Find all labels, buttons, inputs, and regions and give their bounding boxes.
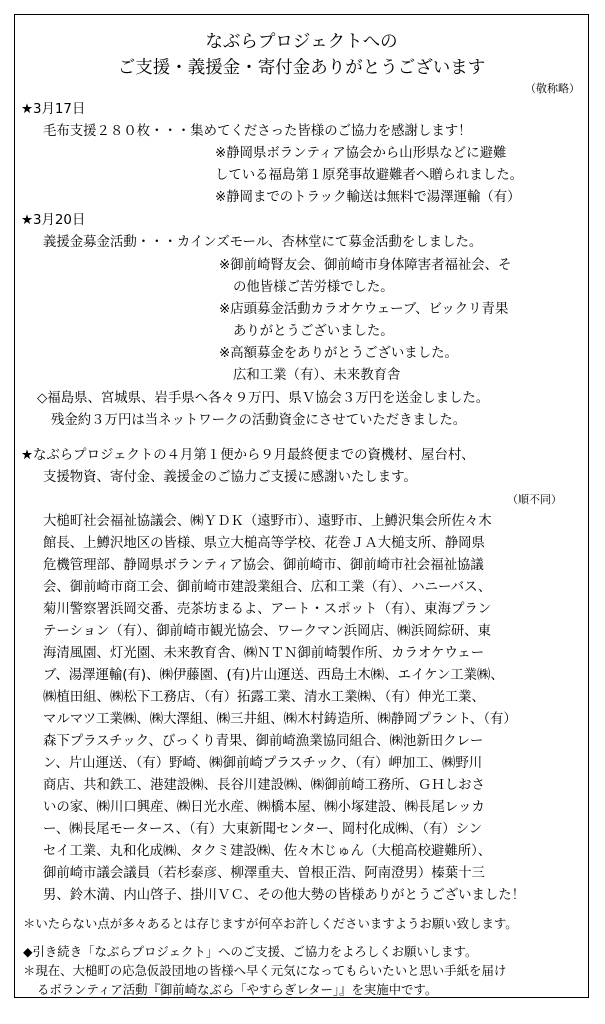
continued-support-request: ◆引き続き「なぶらプロジェクト」へのご支援、ご協力をよろしくお願いします。 [23, 944, 478, 959]
supporter-line: 森下プラスチック、びっくり青果、御前崎漁業協同組合、㈱池新田クレー [43, 734, 484, 749]
section2-date: ★3月20日 [21, 213, 86, 228]
apology-note: ＊いたらない点が多々あるとは存じますが何卒お許しくださいますようお願い致します。 [23, 916, 518, 931]
supporter-line: ブ、湯澤運輸(有)、㈱伊藤園、(有)片山運送、西島土木㈱、エイケン工業㈱、 [43, 668, 504, 683]
section2-note-1b: の他皆様ご苦労様でした。 [233, 280, 394, 295]
supporter-line: 菊川警察署浜岡交番、売茶坊まるよ、アート・スポット（有）、東海プラン [43, 602, 492, 617]
supporter-line: マルマツ工業㈱、㈱大澤組、㈱三井組、㈱木村鋳造所、㈱静岡プラント、（有） [43, 712, 517, 727]
supporter-line: ㈱植田組、㈱松下工務店、（有）拓露工業、清水工業㈱、（有）伸光工業、 [43, 690, 485, 705]
supporter-line: ー、㈱長尾モータース、（有）大東新聞センター、岡村化成㈱、（有）シン [43, 822, 483, 837]
supporter-line: いの家、㈱川口興産、㈱日光水産、㈱橋本屋、㈱小塚建設、㈱長尾レッカ [43, 800, 485, 815]
section3-heading-1: ★なぶらプロジェクトの４月第１便から９月最終便までの資機材、屋台村、 [21, 448, 475, 463]
supporter-line: 商店、共和鉄工、港建設㈱、長谷川建設㈱、㈱御前崎工務所、ＧＨしおさ [43, 778, 485, 793]
section2-remittance-1: ◇福島県、宮城県、岩手県へ各々９万円、県Ｖ協会３万円を送金しました。 [37, 391, 490, 406]
supporter-line: ン、片山運送、（有）野崎、㈱御前崎プラスチック、（有）岬加工、㈱野川 [43, 756, 483, 771]
title-line-1: なぶらプロジェクトへの [205, 32, 398, 52]
section2-remittance-2: 残金約３万円は当ネットワークの活動資金にさせていただきました。 [51, 413, 467, 428]
notice-frame [14, 14, 589, 998]
section1-date: ★3月17日 [21, 102, 86, 117]
section2-note-3: ※高額募金をありがとうございました。 [219, 346, 458, 361]
section2-note-2b: ありがとうございました。 [233, 324, 394, 339]
section1-blanket-support: 毛布支援２８０枚・・・集めてくださった皆様のご協力を感謝します！ [43, 124, 472, 139]
section1-note-2: ※静岡までのトラック輸送は無料で湯澤運輸（有） [215, 190, 521, 205]
supporter-line: 御前崎市議会議員（若杉泰彦、柳澤重夫、曽根正浩、阿南澄男）榛葉十三 [43, 866, 485, 881]
section2-note-2a: ※店頭募金活動カラオケウェーブ、ビックリ青果 [219, 302, 509, 317]
current-activity-1: ＊現在、大槌町の応急仮設団地の皆様へ早く元気になってもらいたいと思い手紙を届け [23, 963, 507, 978]
current-activity-2: るボランティア活動『御前崎なぶら「やすらぎレター」』を実施中です。 [37, 982, 438, 997]
section2-note-3b: 広和工業（有）、未来教育舎 [233, 368, 401, 383]
order-note: （順不同） [507, 493, 562, 506]
supporter-line: 会、御前崎市商工会、御前崎市建設業組合、広和工業（有）、ハニーバス、 [43, 580, 492, 595]
section2-note-1a: ※御前崎腎友会、御前崎市身体障害者福祉会、そ [219, 258, 512, 273]
title-line-2: ご支援・義援金・寄付金ありがとうございます [117, 58, 486, 78]
supporter-line: 海清風園、灯光園、未来教育舎、㈱ＮＴＮ御前崎製作所、カラオケウェー [43, 646, 485, 661]
supporter-line: 館長、上鱒沢地区の皆様、県立大槌高等学校、花巻ＪＡ大槌支所、静岡県 [43, 536, 485, 551]
supporter-line: 男、鈴木満、内山啓子、掛川ＶＣ、その他大勢の皆様ありがとうございました！ [43, 888, 526, 903]
section2-fundraising: 義援金募金活動・・・カインズモール、杏林堂にて募金活動をしました。 [43, 235, 483, 250]
supporter-line: 大槌町社会福祉協議会、㈱ＹＤＫ（遠野市）、遠野市、上鱒沢集会所佐々木 [43, 514, 492, 529]
supporter-line: セイ工業、丸和化成㈱、タクミ建設㈱、佐々木じゅん（大槌高校避難所）、 [43, 844, 492, 859]
section1-note-1a: ※静岡県ボランティア協会から山形県などに避難 [215, 146, 507, 161]
section3-heading-2: 支援物資、寄付金、義援金のご協力ご支援に感謝いたします。 [43, 470, 417, 485]
section1-note-1b: している福島第１原発事故避難者へ贈られました。 [215, 168, 523, 183]
supporter-line: 危機管理部、静岡県ボランティア協会、御前崎市、御前崎市社会福祉協議 [43, 558, 484, 573]
honorific-note: （敬称略） [525, 82, 580, 95]
supporter-line: テーション（有）、御前崎市観光協会、ワークマン浜岡店、㈱浜岡綜研、東 [43, 624, 492, 639]
